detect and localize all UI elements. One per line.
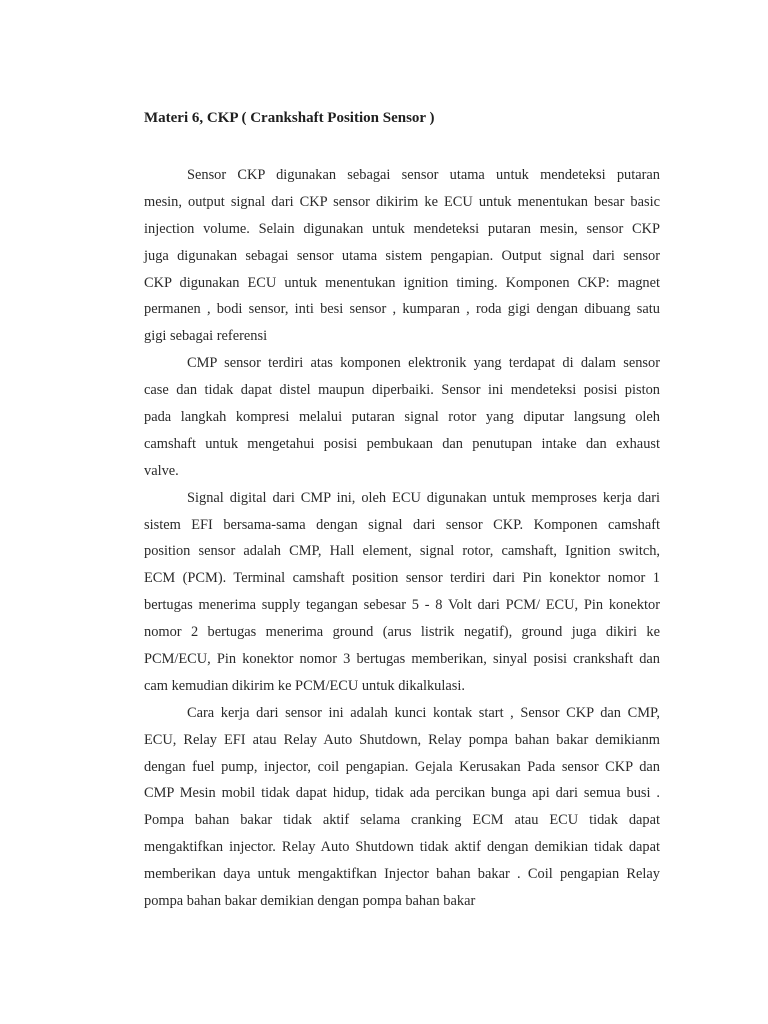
- document-title: Materi 6, CKP ( Crankshaft Position Sensor ): [144, 110, 435, 126]
- paragraph: [144, 485, 660, 700]
- text-line: Cara kerja dari sensor ini adalah kunci kontak start , Sensor CKP dan CMP,: [187, 704, 660, 721]
- document-body: [144, 162, 660, 915]
- text-line: injection volume. Selain digunakan untuk mendeteksi putaran mesin, sensor CKP: [144, 220, 660, 237]
- text-line: mengaktifkan injector. Relay Auto Shutdown tidak aktif dengan demikian tidak dapat: [144, 839, 660, 856]
- text-line: memberikan daya untuk mengaktifkan Injector bahan bakar . Coil pengapian Relay: [144, 866, 660, 883]
- text-line: valve.: [144, 462, 179, 479]
- text-line: Signal digital dari CMP ini, oleh ECU digunakan untuk memproses kerja dari: [187, 489, 660, 506]
- paragraph: [144, 700, 660, 915]
- text-line: nomor 2 bertugas menerima ground (arus listrik negatif), ground juga dikiri ke: [144, 624, 660, 641]
- text-line: ECU, Relay EFI atau Relay Auto Shutdown, Relay pompa bahan bakar demikianm: [144, 731, 660, 748]
- text-line: Pompa bahan bakar tidak aktif selama cranking ECM atau ECU tidak dapat: [144, 812, 660, 829]
- text-line: bertugas menerima supply tegangan sebesar 5 - 8 Volt dari PCM/ ECU, Pin konektor: [144, 597, 660, 614]
- text-line: dengan fuel pump, injector, coil pengapian. Gejala Kerusakan Pada sensor CKP dan: [144, 758, 660, 775]
- text-line: case dan tidak dapat distel maupun diperbaiki. Sensor ini mendeteksi posisi piston: [144, 382, 660, 399]
- text-line: pada langkah kompresi melalui putaran signal rotor yang diputar langsung oleh: [144, 409, 660, 426]
- text-line: sistem EFI bersama-sama dengan signal dari sensor CKP. Komponen camshaft: [144, 516, 660, 533]
- text-line: juga digunakan sebagai sensor utama sistem pengapian. Output signal dari sensor: [144, 247, 660, 264]
- text-line: pompa bahan bakar demikian dengan pompa bahan bakar: [144, 893, 476, 910]
- text-line: ECM (PCM). Terminal camshaft position sensor terdiri dari Pin konektor nomor 1: [144, 570, 660, 587]
- text-line: CMP sensor terdiri atas komponen elektronik yang terdapat di dalam sensor: [187, 355, 660, 372]
- paragraph: [144, 350, 660, 484]
- text-line: CMP Mesin mobil tidak dapat hidup, tidak ada percikan bunga api dari semua busi .: [144, 785, 660, 802]
- text-line: position sensor adalah CMP, Hall element, signal rotor, camshaft, Ignition switch,: [144, 543, 660, 560]
- text-line: mesin, output signal dari CKP sensor dikirim ke ECU untuk menentukan besar basic: [144, 193, 660, 210]
- text-line: gigi sebagai referensi: [144, 328, 268, 345]
- text-line: PCM/ECU, Pin konektor nomor 3 bertugas memberikan, sinyal posisi crankshaft dan: [144, 651, 660, 668]
- paragraph: [144, 162, 660, 350]
- text-line: camshaft untuk mengetahui posisi pembukaan dan penutupan intake dan exhaust: [144, 435, 660, 452]
- text-line: permanen , bodi sensor, inti besi sensor , kumparan , roda gigi dengan dibuang satu: [144, 301, 660, 318]
- text-line: CKP digunakan ECU untuk menentukan ignition timing. Komponen CKP: magnet: [144, 274, 660, 291]
- text-line: Sensor CKP digunakan sebagai sensor utama untuk mendeteksi putaran: [187, 167, 660, 183]
- text-line: cam kemudian dikirim ke PCM/ECU untuk dikalkulasi.: [144, 677, 465, 694]
